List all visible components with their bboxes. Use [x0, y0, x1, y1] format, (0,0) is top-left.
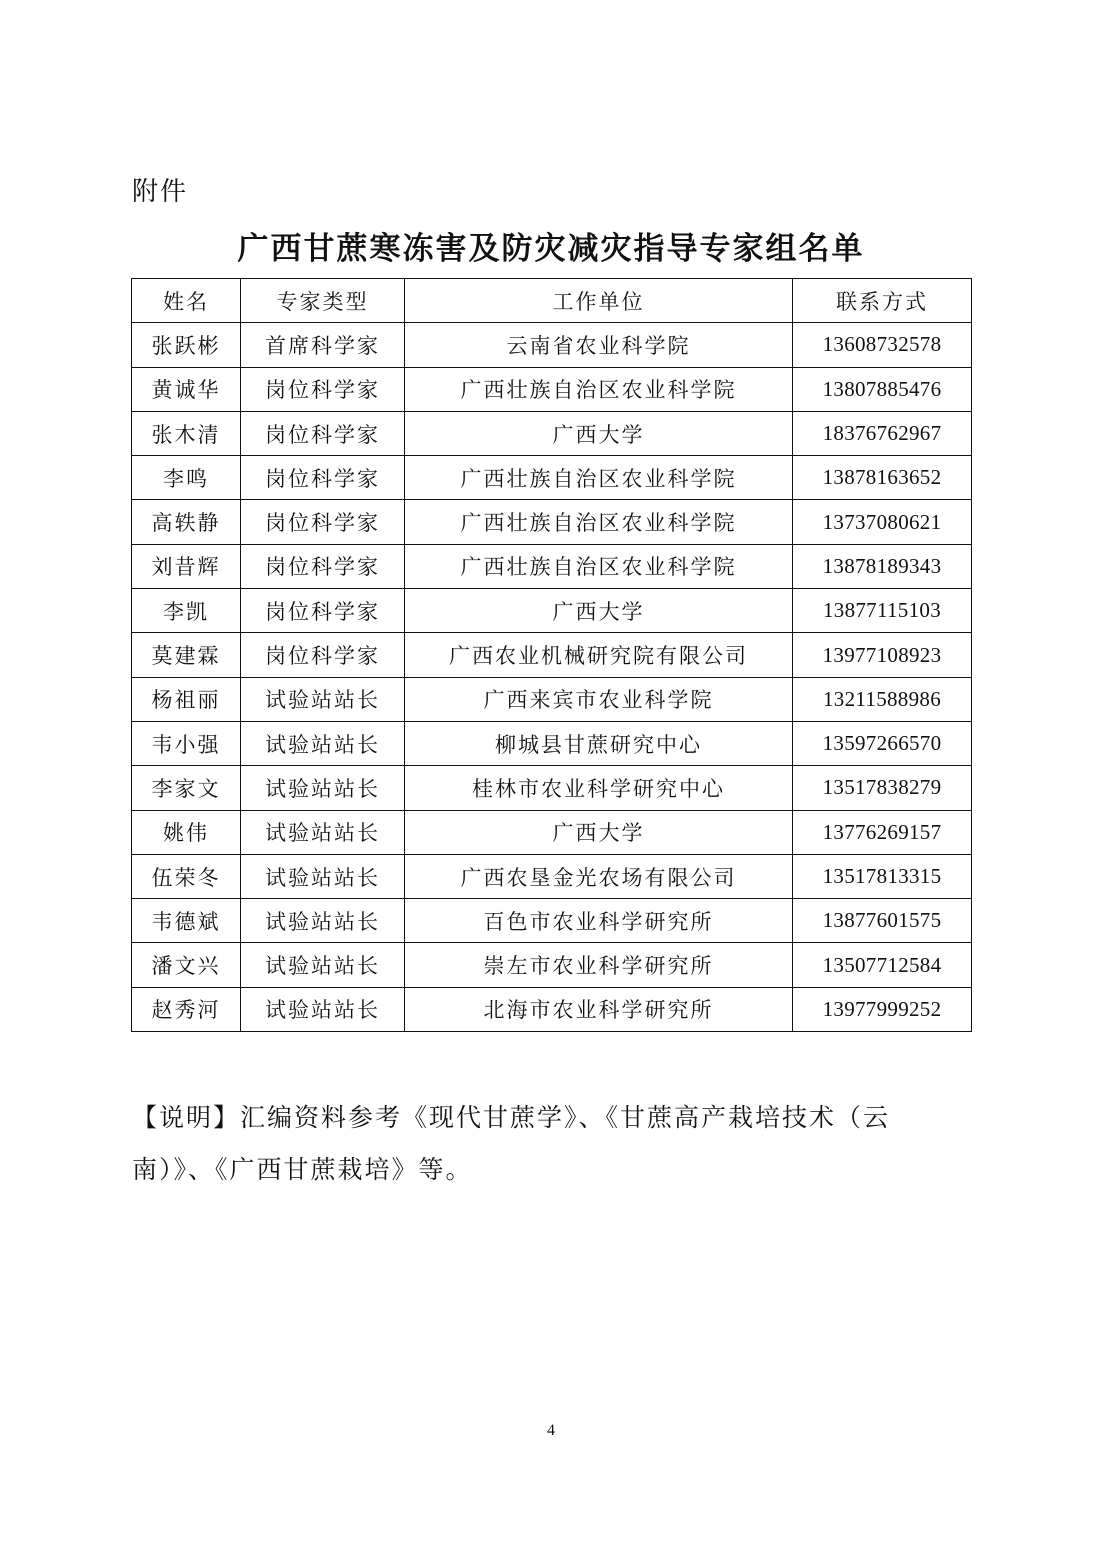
cell-phone: 13737080621 [793, 500, 972, 544]
cell-work-unit: 广西来宾市农业科学院 [405, 677, 793, 721]
cell-expert-type: 试验站站长 [241, 810, 405, 854]
cell-name: 李家文 [132, 766, 241, 810]
cell-phone: 18376762967 [793, 411, 972, 455]
cell-name: 张木清 [132, 411, 241, 455]
cell-phone: 13977108923 [793, 633, 972, 677]
table-row [132, 899, 972, 943]
table-row [132, 987, 972, 1031]
table-row [132, 589, 972, 633]
cell-phone: 13597266570 [793, 721, 972, 765]
cell-name: 赵秀河 [132, 987, 241, 1031]
cell-name: 潘文兴 [132, 943, 241, 987]
cell-phone: 13608732578 [793, 323, 972, 367]
header-work-unit: 工作单位 [405, 279, 793, 323]
cell-phone: 13977999252 [793, 987, 972, 1031]
cell-expert-type: 岗位科学家 [241, 411, 405, 455]
cell-expert-type: 试验站站长 [241, 854, 405, 898]
table-row [132, 411, 972, 455]
page-number: 4 [547, 1422, 555, 1439]
cell-work-unit: 北海市农业科学研究所 [405, 987, 793, 1031]
document-title: 广西甘蔗寒冻害及防灾减灾指导专家组名单 [237, 231, 865, 267]
header-contact: 联系方式 [793, 279, 972, 323]
expert-table [131, 278, 972, 1032]
cell-expert-type: 试验站站长 [241, 943, 405, 987]
cell-expert-type: 试验站站长 [241, 766, 405, 810]
cell-expert-type: 岗位科学家 [241, 544, 405, 588]
cell-phone: 13776269157 [793, 810, 972, 854]
table-row [132, 766, 972, 810]
cell-work-unit: 广西壮族自治区农业科学院 [405, 367, 793, 411]
cell-expert-type: 岗位科学家 [241, 589, 405, 633]
table-header-row [132, 279, 972, 323]
cell-phone: 13877115103 [793, 589, 972, 633]
cell-name: 黄诚华 [132, 367, 241, 411]
cell-work-unit: 广西壮族自治区农业科学院 [405, 500, 793, 544]
cell-name: 李鸣 [132, 456, 241, 500]
table-row [132, 544, 972, 588]
cell-expert-type: 岗位科学家 [241, 633, 405, 677]
header-name: 姓名 [132, 279, 241, 323]
cell-name: 高轶静 [132, 500, 241, 544]
cell-name: 张跃彬 [132, 323, 241, 367]
table-row [132, 367, 972, 411]
cell-work-unit: 云南省农业科学院 [405, 323, 793, 367]
table-row [132, 854, 972, 898]
cell-expert-type: 岗位科学家 [241, 500, 405, 544]
cell-work-unit: 柳城县甘蔗研究中心 [405, 721, 793, 765]
cell-name: 刘昔辉 [132, 544, 241, 588]
table-row [132, 500, 972, 544]
cell-expert-type: 岗位科学家 [241, 367, 405, 411]
cell-name: 李凯 [132, 589, 241, 633]
table-row [132, 943, 972, 987]
cell-phone: 13211588986 [793, 677, 972, 721]
cell-expert-type: 岗位科学家 [241, 456, 405, 500]
note-line-1: 【说明】汇编资料参考《现代甘蔗学》、《甘蔗高产栽培技术（云 [132, 1103, 891, 1132]
table-row [132, 810, 972, 854]
cell-phone: 13878189343 [793, 544, 972, 588]
cell-name: 杨祖丽 [132, 677, 241, 721]
cell-work-unit: 广西壮族自治区农业科学院 [405, 456, 793, 500]
cell-phone: 13517813315 [793, 854, 972, 898]
cell-name: 莫建霖 [132, 633, 241, 677]
table-row [132, 677, 972, 721]
note-line-2: 南）》、《广西甘蔗栽培》等。 [132, 1155, 473, 1184]
table-row [132, 456, 972, 500]
cell-name: 姚伟 [132, 810, 241, 854]
cell-work-unit: 广西大学 [405, 589, 793, 633]
cell-work-unit: 百色市农业科学研究所 [405, 899, 793, 943]
table-row [132, 721, 972, 765]
cell-expert-type: 试验站站长 [241, 899, 405, 943]
cell-phone: 13517838279 [793, 766, 972, 810]
cell-expert-type: 试验站站长 [241, 987, 405, 1031]
cell-expert-type: 试验站站长 [241, 721, 405, 765]
cell-phone: 13507712584 [793, 943, 972, 987]
cell-phone: 13807885476 [793, 367, 972, 411]
cell-work-unit: 桂林市农业科学研究中心 [405, 766, 793, 810]
cell-work-unit: 广西大学 [405, 411, 793, 455]
cell-phone: 13877601575 [793, 899, 972, 943]
cell-expert-type: 试验站站长 [241, 677, 405, 721]
cell-work-unit: 广西大学 [405, 810, 793, 854]
cell-name: 韦小强 [132, 721, 241, 765]
explanatory-note [132, 1092, 912, 1196]
cell-work-unit: 广西壮族自治区农业科学院 [405, 544, 793, 588]
cell-name: 伍荣冬 [132, 854, 241, 898]
cell-name: 韦德斌 [132, 899, 241, 943]
cell-phone: 13878163652 [793, 456, 972, 500]
cell-work-unit: 广西农垦金光农场有限公司 [405, 854, 793, 898]
cell-work-unit: 崇左市农业科学研究所 [405, 943, 793, 987]
header-expert-type: 专家类型 [241, 279, 405, 323]
cell-work-unit: 广西农业机械研究院有限公司 [405, 633, 793, 677]
table-row [132, 633, 972, 677]
table-row [132, 323, 972, 367]
attachment-label: 附件 [132, 177, 189, 207]
cell-expert-type: 首席科学家 [241, 323, 405, 367]
